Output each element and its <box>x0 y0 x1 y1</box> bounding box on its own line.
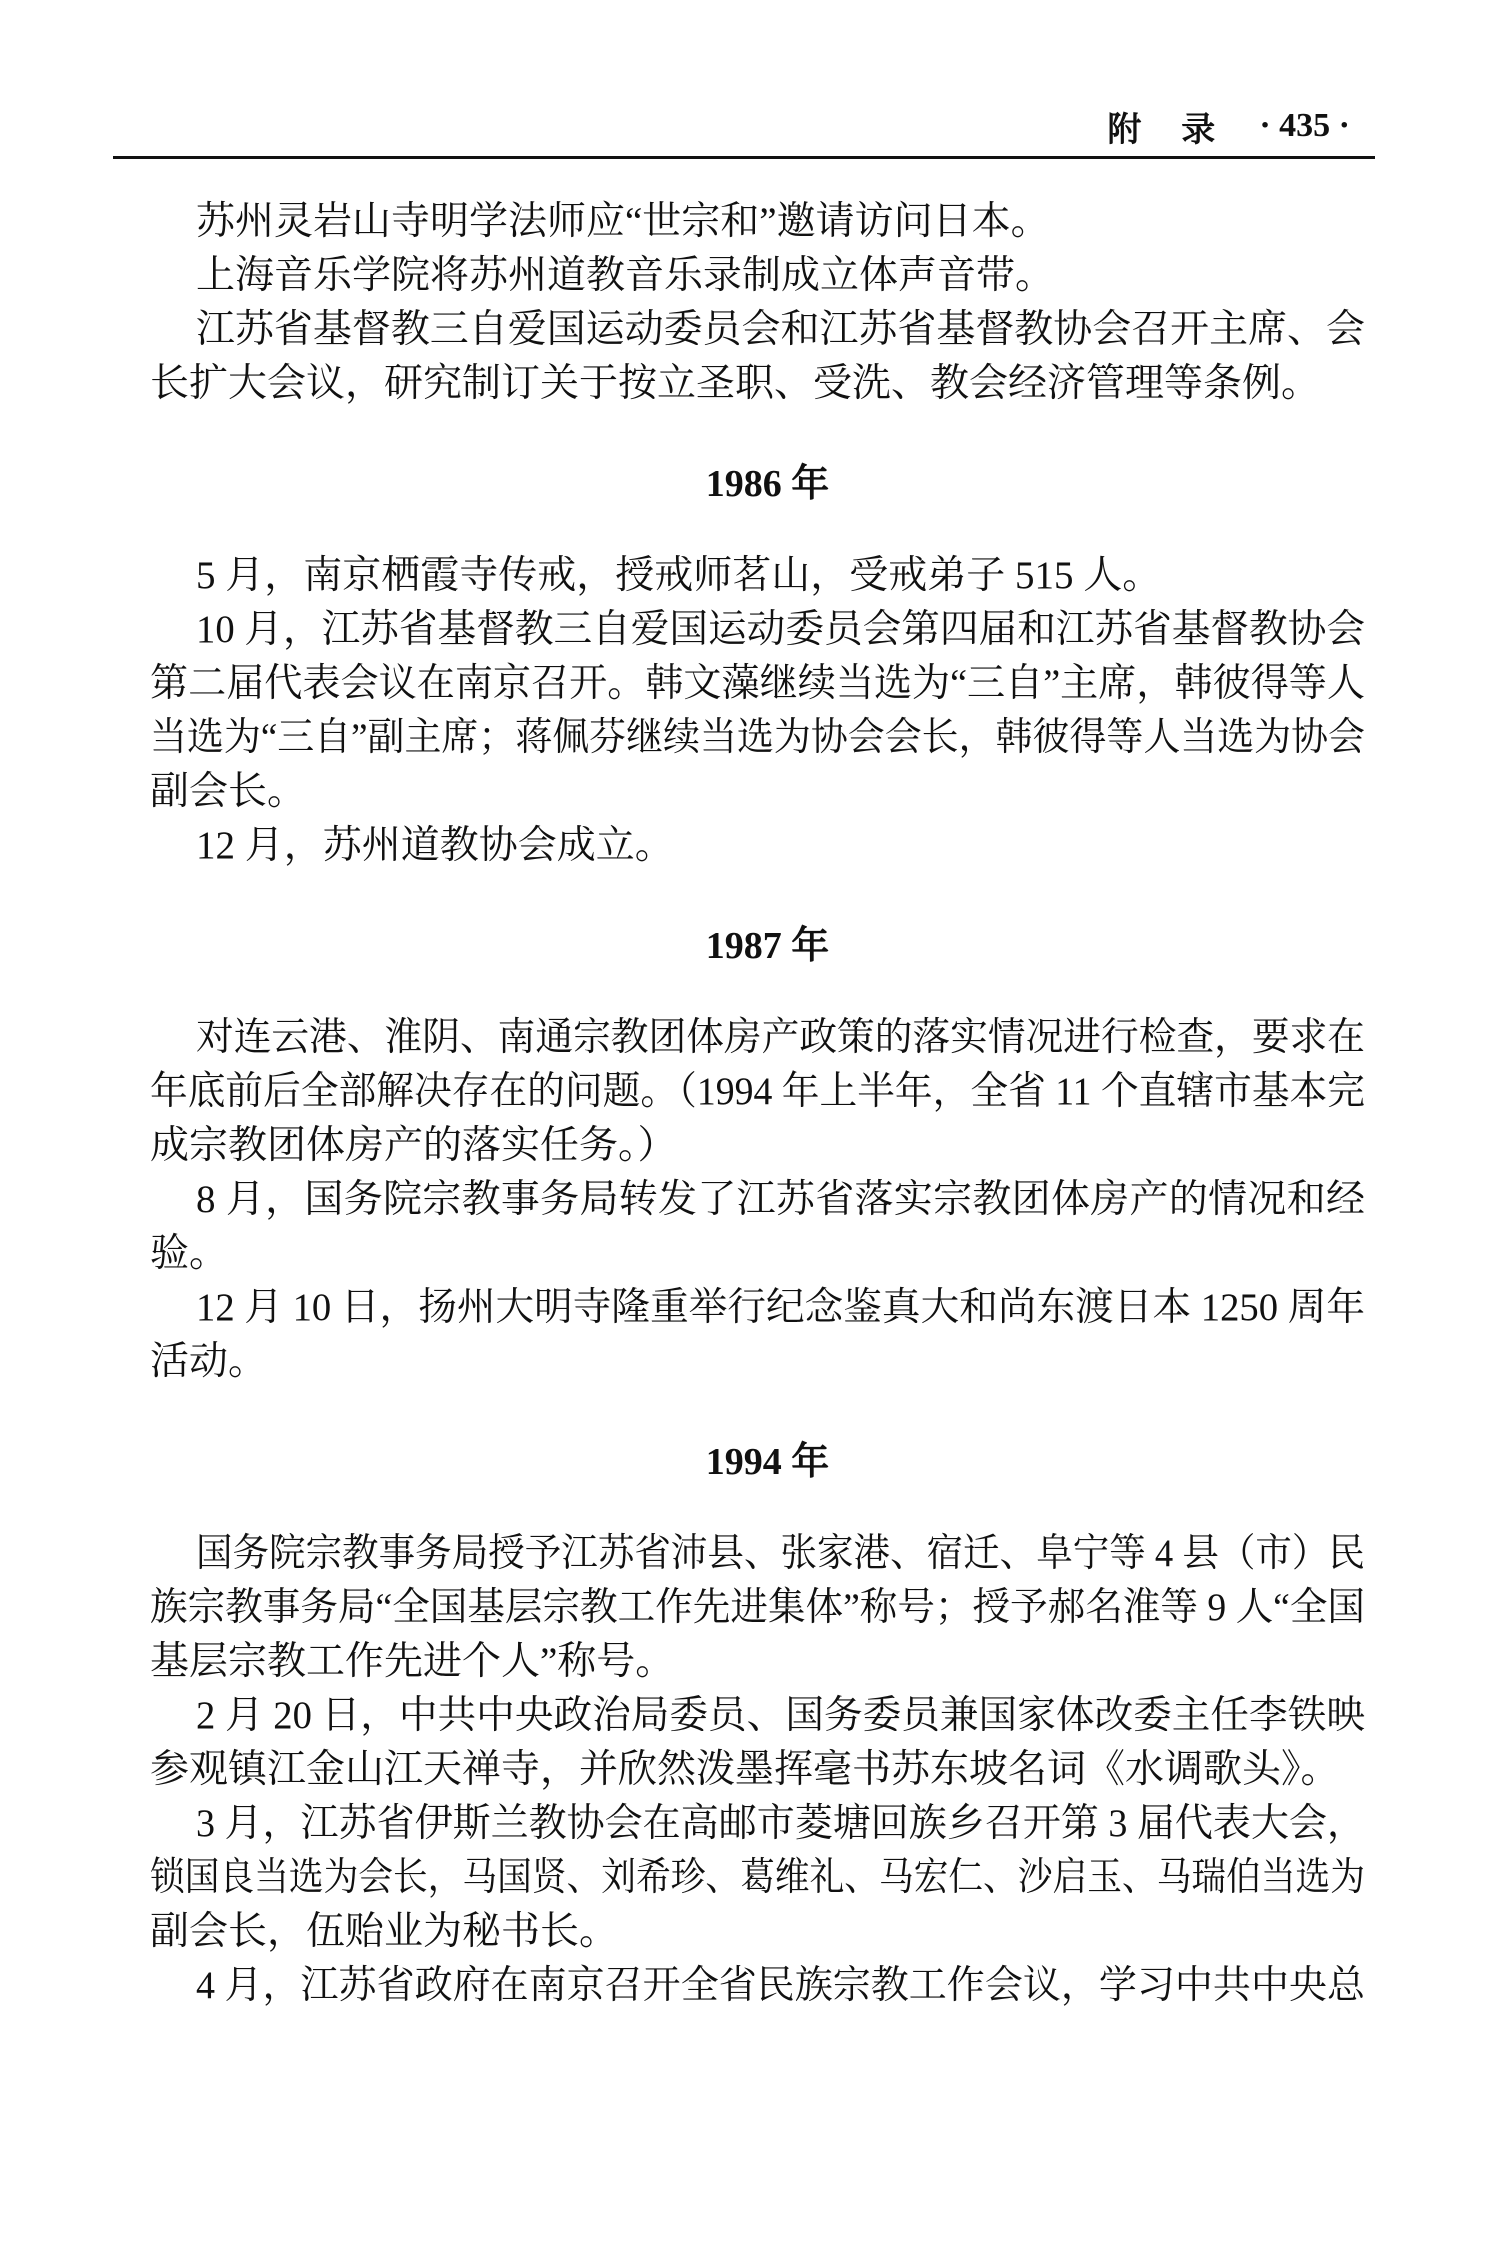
paragraph <box>150 1011 1365 1173</box>
section <box>150 457 1365 873</box>
line-text: 上海音乐学院将苏州道教音乐录制成立体声音带。 <box>196 254 1055 297</box>
line-text: 5 月，南京栖霞寺传戒，授戒师茗山，受戒弟子 515 人。 <box>196 554 1162 597</box>
paragraph <box>150 1797 1365 1959</box>
running-head <box>1060 104 1350 148</box>
line-text: 年底前后全部解决存在的问题。（1994 年上半年，全省 11 个直辖市基本完 <box>150 1070 1365 1113</box>
line-text: 验。 <box>150 1232 229 1275</box>
line-text: 锁国良当选为会长，马国贤、刘希珍、葛维礼、马宏仁、沙启玉、马瑞伯当选为 <box>150 1856 1365 1899</box>
text-line <box>150 1743 1365 1797</box>
line-text: 对连云港、淮阴、南通宗教团体房产政策的落实情况进行检查，要求在 <box>196 1016 1365 1059</box>
line-text: 成宗教团体房产的落实任务。） <box>150 1124 677 1167</box>
line-text: 族宗教事务局“全国基层宗教工作先进集体”称号；授予郝名淮等 9 人“全国 <box>150 1586 1365 1629</box>
line-text: 8 月，国务院宗教事务局转发了江苏省落实宗教团体房产的情况和经 <box>196 1178 1366 1221</box>
line-text: 国务院宗教事务局授予江苏省沛县、张家港、宿迁、阜宁等 4 县（市）民 <box>196 1532 1365 1575</box>
line-text: 副会长。 <box>150 770 307 813</box>
text-line <box>150 1581 1365 1635</box>
text-line <box>150 195 1365 249</box>
text-line <box>150 765 1365 819</box>
section-title: 附录 <box>1107 111 1256 149</box>
text-line <box>150 1527 1365 1581</box>
paragraph <box>150 549 1365 603</box>
paragraph <box>150 195 1365 249</box>
year-heading: 1994 年 <box>705 1441 830 1483</box>
section <box>150 195 1365 411</box>
text-line <box>150 249 1365 303</box>
text-line <box>150 1851 1365 1905</box>
text-line <box>150 1011 1365 1065</box>
line-text: 江苏省基督教三自爱国运动委员会和江苏省基督教协会召开主席、会 <box>196 308 1365 351</box>
line-text: 12 月 10 日，扬州大明寺隆重举行纪念鉴真大和尚东渡日本 1250 周年 <box>196 1286 1365 1329</box>
text-line <box>150 819 1365 873</box>
text-line <box>150 1797 1365 1851</box>
line-text: 3 月，江苏省伊斯兰教协会在高邮市菱塘回族乡召开第 3 届代表大会， <box>196 1802 1365 1845</box>
text-line <box>150 657 1365 711</box>
text-line <box>150 1065 1365 1119</box>
paragraph <box>150 603 1365 819</box>
line-text: 副会长，伍贻业为秘书长。 <box>150 1910 619 1953</box>
text-line <box>150 1689 1365 1743</box>
paragraph <box>150 1689 1365 1797</box>
text-line <box>150 1173 1365 1227</box>
text-line <box>150 1635 1365 1689</box>
text-line <box>150 1119 1365 1173</box>
text-line <box>150 549 1365 603</box>
line-text: 12 月，苏州道教协会成立。 <box>196 824 674 867</box>
paragraph <box>150 249 1365 303</box>
paragraph <box>150 303 1365 411</box>
paragraph <box>150 819 1365 873</box>
text-line <box>150 711 1365 765</box>
paragraph <box>150 1173 1365 1281</box>
line-text: 长扩大会议，研究制订关于按立圣职、受洗、教会经济管理等条例。 <box>150 362 1321 405</box>
text-line <box>150 1905 1365 1959</box>
line-text: 参观镇江金山江天禅寺，并欣然泼墨挥毫书苏东坡名词《水调歌头》。 <box>150 1748 1340 1791</box>
line-text: 当选为“三自”副主席；蒋佩芬继续当选为协会会长，韩彼得等人当选为协会 <box>150 716 1365 759</box>
line-text: 2 月 20 日，中共中央政治局委员、国务委员兼国家体改委主任李铁映 <box>196 1694 1365 1737</box>
year-heading: 1987 年 <box>705 925 830 967</box>
page-number: · 435 · <box>1259 107 1350 144</box>
text-line <box>150 1959 1365 2013</box>
line-text: 苏州灵岩山寺明学法师应“世宗和”邀请访问日本。 <box>196 200 1050 243</box>
section <box>150 919 1365 1389</box>
year-heading: 1986 年 <box>705 463 830 505</box>
line-text: 活动。 <box>150 1340 268 1383</box>
paragraph <box>150 1281 1365 1389</box>
header-rule <box>113 156 1375 159</box>
text-line <box>150 357 1365 411</box>
line-text: 4 月，江苏省政府在南京召开全省民族宗教工作会议，学习中共中央总 <box>196 1964 1365 2007</box>
text-line <box>150 1335 1365 1389</box>
text-line <box>150 1227 1365 1281</box>
paragraph <box>150 1527 1365 1689</box>
line-text: 10 月，江苏省基督教三自爱国运动委员会第四届和江苏省基督教协会 <box>196 608 1365 651</box>
section <box>150 1435 1365 2013</box>
text-line <box>150 1281 1365 1335</box>
body-text <box>150 195 1365 2013</box>
text-line <box>150 303 1365 357</box>
paragraph <box>150 1959 1365 2013</box>
line-text: 第二届代表会议在南京召开。韩文藻继续当选为“三自”主席，韩彼得等人 <box>150 662 1365 705</box>
text-line <box>150 603 1365 657</box>
line-text: 基层宗教工作先进个人”称号。 <box>150 1640 675 1683</box>
